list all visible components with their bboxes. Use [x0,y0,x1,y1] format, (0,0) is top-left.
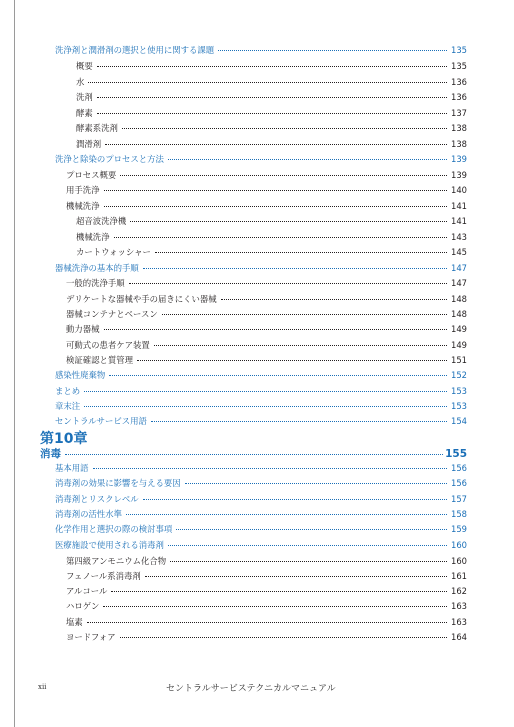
leader-dots [168,159,447,160]
toc-entry-title: 動力器械 [66,324,100,334]
toc-entry[interactable] [66,185,467,196]
toc-entry-title: まとめ [55,386,81,396]
leader-dots [105,144,447,145]
toc-entry-title: ハロゲン [66,601,100,611]
toc-entry-title: 酵素系洗剤 [76,123,118,133]
leader-dots [97,66,447,67]
toc-entry-title: 洗剤 [76,92,93,102]
toc-entry[interactable] [55,263,467,274]
toc-entry-title: 酵素 [76,108,93,118]
leader-dots [130,221,447,222]
leader-dots [218,50,447,51]
toc-entry[interactable] [66,340,467,351]
leader-dots [84,391,447,392]
toc-entry-page: 156 [451,478,467,488]
chapter-label: 第10章 [40,431,88,447]
toc-entry[interactable] [66,571,467,582]
toc-entry[interactable] [76,92,467,103]
toc-entry-page: 148 [451,294,467,304]
toc-entry[interactable] [55,463,467,474]
toc-entry-title: 第四級アンモニウム化合物 [66,556,167,566]
toc-entry-page: 143 [451,232,467,242]
toc-entry[interactable] [55,416,467,427]
toc-entry-title: 機械洗浄 [66,201,100,211]
toc-entry-page: 141 [451,201,467,211]
toc-entry-page: 163 [451,617,467,627]
toc-entry-title: 検証確認と質管理 [66,355,133,365]
toc-entry-page: 153 [451,386,467,396]
leader-dots [120,175,447,176]
toc-entry-page: 135 [451,45,467,55]
toc-entry-page: 140 [451,185,467,195]
toc-entry-page: 138 [451,139,467,149]
toc-entry-page: 148 [451,309,467,319]
leader-dots [168,545,447,546]
leader-dots [88,82,447,83]
toc-entry-title: 概要 [76,61,93,71]
toc-entry-title: 可動式の患者ケア装置 [66,340,150,350]
toc-entry[interactable] [55,494,467,505]
toc-entry[interactable] [55,540,467,551]
toc-entry-page: 160 [451,540,467,550]
toc-entry-page: 136 [451,77,467,87]
toc-entry-page: 139 [451,170,467,180]
toc-entry[interactable] [55,401,467,412]
leader-dots [114,237,448,238]
toc-entry-title: 一般的洗浄手順 [66,278,125,288]
toc-entry-title: 章末注 [55,401,81,411]
leader-dots [126,514,447,515]
toc-entry[interactable] [66,617,467,628]
toc-entry[interactable] [55,386,467,397]
toc-entry[interactable] [66,294,467,305]
toc-entry[interactable] [55,370,467,381]
toc-entry-title: 感染性廃棄物 [55,370,106,380]
toc-entry-page: 157 [451,494,467,504]
leader-dots [97,97,447,98]
toc-entry-page: 158 [451,509,467,519]
leader-dots [185,483,447,484]
leader-dots [65,454,443,455]
toc-entry[interactable] [55,509,467,520]
toc-entry-page: 156 [451,463,467,473]
toc-entry-page: 154 [451,416,467,426]
toc-entry-page: 149 [451,340,467,350]
toc-entry[interactable] [66,556,467,567]
toc-entry-title: 洗浄と除染のプロセスと方法 [55,154,164,164]
toc-entry-page: 147 [451,263,467,273]
chapter-title: 消毒 [40,448,61,460]
toc-entry[interactable] [66,170,467,181]
toc-entry[interactable] [66,278,467,289]
leader-dots [170,561,447,562]
toc-entry[interactable] [66,324,467,335]
leader-dots [176,529,447,530]
toc-entry[interactable] [55,524,467,535]
toc-entry-title: 基本用語 [55,463,89,473]
toc-entry[interactable] [76,247,467,258]
toc-entry-title: 塩素 [66,617,83,627]
toc-entry[interactable] [66,586,467,597]
leader-dots [120,637,447,638]
toc-entry-page: 153 [451,401,467,411]
toc-entry[interactable] [76,123,467,134]
toc-entry-title: 潤滑剤 [76,139,102,149]
toc-entry-page: 163 [451,601,467,611]
leader-dots [104,206,448,207]
leader-dots [87,622,447,623]
leader-dots [143,499,447,500]
leader-dots [143,268,447,269]
leader-dots [109,375,447,376]
leader-dots [154,345,447,346]
toc-entry-title: 医療施設で使用される消毒剤 [55,540,164,550]
toc-entry-page: 141 [451,216,467,226]
footer-manual-title: セントラルサービステクニカルマニュアル [166,684,336,694]
toc-entry-title: 水 [76,77,85,87]
leader-dots [137,360,447,361]
toc-entry[interactable] [66,201,467,212]
toc-entry-page: 161 [451,571,467,581]
toc-entry-title: 消毒剤とリスクレベル [55,494,139,504]
toc-entry[interactable] [55,478,467,489]
toc-entry-title: 消毒剤の活性水準 [55,509,122,519]
toc-entry-title: ヨードフォア [66,632,116,642]
toc-entry[interactable] [55,154,467,165]
leader-dots [93,468,448,469]
toc-entry-title: 洗浄剤と潤滑剤の選択と使用に関する課題 [55,45,215,55]
leader-dots [122,128,447,129]
leader-dots [145,576,447,577]
toc-entry-title: 機械洗浄 [76,232,110,242]
footer-page-number: xii [38,683,47,691]
leader-dots [155,252,447,253]
toc-entry[interactable] [66,632,467,643]
leader-dots [103,606,447,607]
page-edge-line [14,0,15,727]
toc-entry[interactable] [76,232,467,243]
toc-entry-title: 用手洗浄 [66,185,100,195]
toc-entry[interactable] [76,108,467,119]
toc-entry-title: セントラルサービス用語 [55,416,147,426]
toc-entry-title: カートウォッシャー [76,247,151,257]
toc-entry-page: 145 [451,247,467,257]
toc-entry-title: フェノール系消毒剤 [66,571,141,581]
chapter-page: 155 [445,448,467,460]
toc-entry-page: 160 [451,556,467,566]
leader-dots [221,299,447,300]
toc-entry[interactable] [66,355,467,366]
toc-entry-page: 138 [451,123,467,133]
leader-dots [84,406,447,407]
toc-entry[interactable] [55,45,467,56]
toc-entry-title: 化学作用と選択の際の検討事項 [55,524,173,534]
toc-entry[interactable] [76,139,467,150]
toc-entry-title: 器械コンテナとベースン [66,309,158,319]
toc-entry-title: 器械洗浄の基本的手順 [55,263,139,273]
toc-entry[interactable] [76,216,467,227]
toc-entry-title: 超音波洗浄機 [76,216,127,226]
toc-entry-page: 136 [451,92,467,102]
toc-entry-page: 149 [451,324,467,334]
toc-entry-page: 139 [451,154,467,164]
leader-dots [111,591,447,592]
toc-entry-page: 137 [451,108,467,118]
chapter-title-row[interactable] [40,447,467,461]
toc-entry-title: デリケートな器械や手の届きにくい器械 [66,294,217,304]
toc-entry[interactable] [76,77,467,88]
toc-entry-page: 135 [451,61,467,71]
leader-dots [104,329,448,330]
toc-entry-page: 159 [451,524,467,534]
toc-entry[interactable] [66,309,467,320]
toc-entry-page: 162 [451,586,467,596]
toc-entry-page: 151 [451,355,467,365]
leader-dots [129,283,447,284]
toc-entry-page: 147 [451,278,467,288]
toc-entry[interactable] [66,601,467,612]
toc-entry-title: アルコール [66,586,108,596]
leader-dots [104,190,448,191]
toc-entry-title: プロセス概要 [66,170,117,180]
toc-entry-title: 消毒剤の効果に影響を与える要因 [55,478,181,488]
leader-dots [151,421,447,422]
toc-entry-page: 164 [451,632,467,642]
leader-dots [97,113,447,114]
leader-dots [162,314,447,315]
toc-entry-page: 152 [451,370,467,380]
toc-entry[interactable] [76,61,467,72]
